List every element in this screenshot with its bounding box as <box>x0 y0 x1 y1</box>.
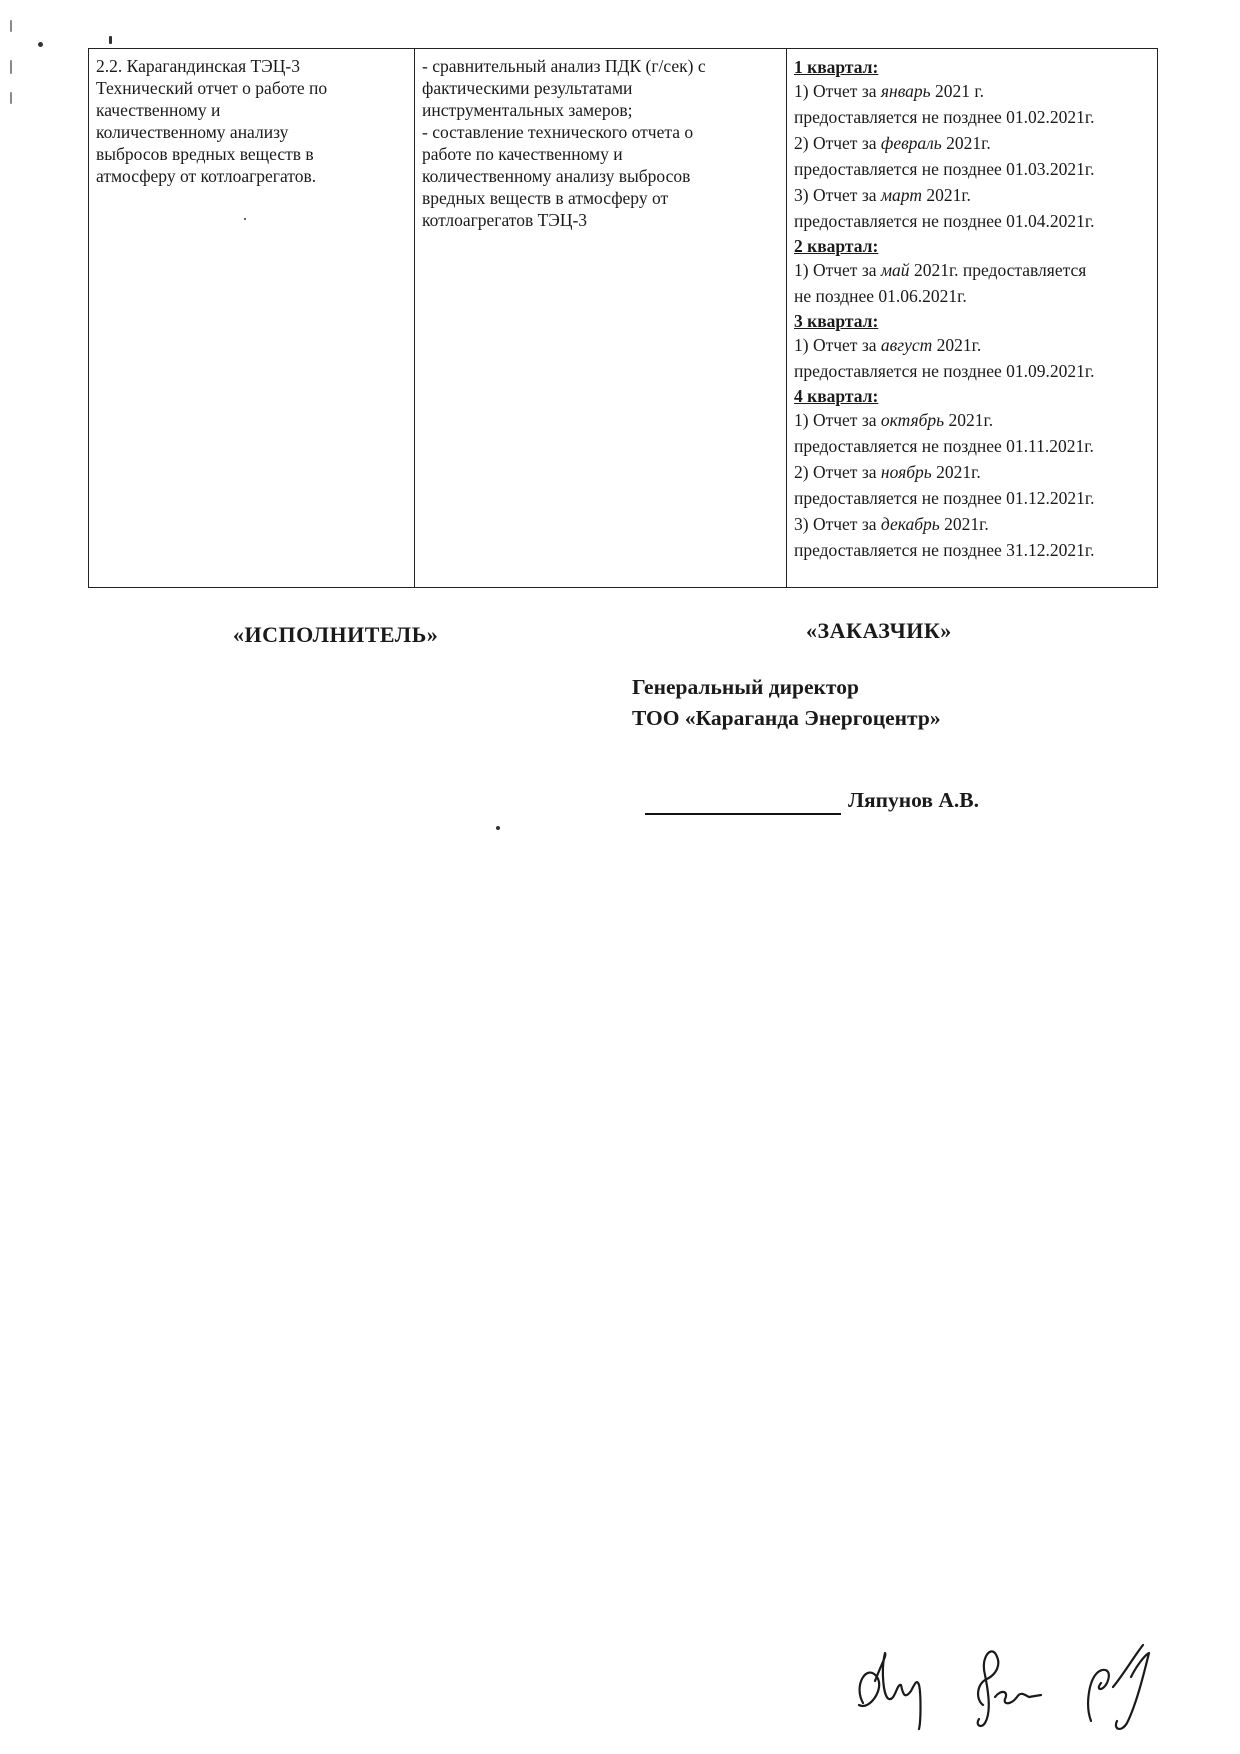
scan-speck <box>10 92 12 104</box>
customer-company: ТОО «Караганда Энергоцентр» <box>632 706 941 730</box>
object-line: атмосферу от котлоагрегатов. <box>96 166 317 186</box>
report-entry: 1) Отчет за октябрь 2021г. <box>794 410 994 430</box>
customer-details <box>632 672 941 734</box>
work-scope-cell <box>415 49 787 588</box>
report-deadline: предоставляется не позднее 01.12.2021г. <box>794 488 1095 508</box>
object-line: выбросов вредных веществ в <box>96 144 314 164</box>
signature-line <box>645 813 841 815</box>
report-entry: 3) Отчет за март 2021г. <box>794 185 971 205</box>
report-entry: 3) Отчет за декабрь 2021г. <box>794 514 989 534</box>
signer-name: Ляпунов А.В. <box>848 788 979 812</box>
scope-line: инструментальных замеров; <box>422 100 633 120</box>
report-deadline: не позднее 01.06.2021г. <box>794 286 967 306</box>
quarter-heading: 3 квартал: <box>794 311 879 331</box>
executor-heading: «ИСПОЛНИТЕЛЬ» <box>233 622 439 647</box>
scope-line: работе по качественному и <box>422 144 623 164</box>
report-entry: 2) Отчет за февраль 2021г. <box>794 133 991 153</box>
object-line: количественному анализу <box>96 122 289 142</box>
customer-position: Генеральный директор <box>632 675 859 699</box>
deadlines-cell <box>787 49 1158 588</box>
scan-speck <box>38 42 43 47</box>
scope-line: вредных веществ в атмосферу от <box>422 188 669 208</box>
report-deadline: предоставляется не позднее 01.02.2021г. <box>794 107 1095 127</box>
handwritten-initials <box>845 1625 1205 1735</box>
scope-line: - составление технического отчета о <box>422 122 694 142</box>
object-cell <box>89 49 415 588</box>
report-deadline: предоставляется не позднее 31.12.2021г. <box>794 540 1095 560</box>
table-row <box>89 49 1158 588</box>
object-line: качественному и <box>96 100 221 120</box>
scan-speck <box>10 60 12 74</box>
work-schedule-table <box>88 48 1158 588</box>
quarter-heading: 1 квартал: <box>794 57 879 77</box>
report-entry: 2) Отчет за ноябрь 2021г. <box>794 462 981 482</box>
report-entry: 1) Отчет за май 2021г. предоставляется <box>794 260 1087 280</box>
scope-line: количественному анализу выбросов <box>422 166 691 186</box>
quarter-heading: 2 квартал: <box>794 236 879 256</box>
report-deadline: предоставляется не позднее 01.03.2021г. <box>794 159 1095 179</box>
report-deadline: предоставляется не позднее 01.09.2021г. <box>794 361 1095 381</box>
scan-speck <box>244 218 246 220</box>
customer-heading: «ЗАКАЗЧИК» <box>806 618 952 643</box>
object-line: 2.2. Карагандинская ТЭЦ-3 <box>96 56 300 76</box>
scope-line: фактическими результатами <box>422 78 633 98</box>
report-deadline: предоставляется не позднее 01.11.2021г. <box>794 436 1094 456</box>
scan-speck <box>496 826 500 830</box>
report-entry: 1) Отчет за январь 2021 г. <box>794 81 984 101</box>
report-deadline: предоставляется не позднее 01.04.2021г. <box>794 211 1095 231</box>
quarter-heading: 4 квартал: <box>794 386 879 406</box>
scan-speck <box>109 36 112 44</box>
scope-line: - сравнительный анализ ПДК (г/сек) с <box>422 56 706 76</box>
object-line: Технический отчет о работе по <box>96 78 328 98</box>
report-entry: 1) Отчет за август 2021г. <box>794 335 982 355</box>
scope-line: котлоагрегатов ТЭЦ-3 <box>422 210 588 230</box>
scan-speck <box>10 20 12 32</box>
